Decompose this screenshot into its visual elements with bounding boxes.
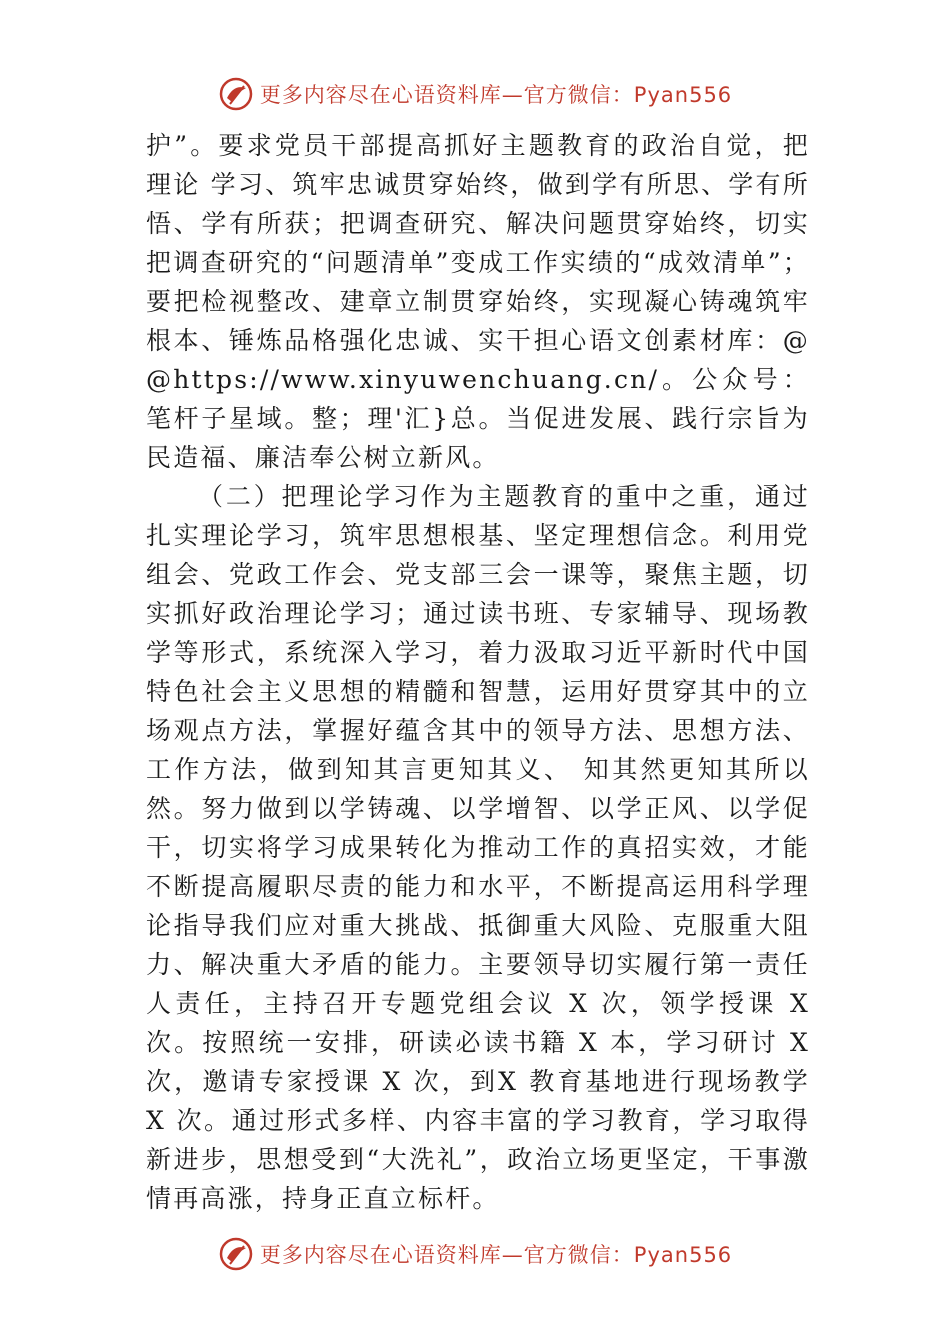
header-banner-text: 更多内容尽在心语资料库—官方微信：Pyan556 xyxy=(259,83,733,107)
paragraph-1: 护”。要求党员干部提高抓好主题教育的政治自觉，把理论 学习、筑牢忠诚贯穿始终，做到学有所思、学有所悟、学有所获；把调查研究、解决问题贯穿始终，切实把调查研究的“问题清单”变成工作实绩的“成效清单”；要把检视整改、建章立制贯穿始终，实现凝心铸魂筑牢根本、锤炼品格强化忠诚、实干担心语文创素材库：@@https://www.xinyuwenchuang.cn/。公众号：笔杆子星域。整；理'汇}总。当促进发展、践行宗旨为民造福、廉洁奉公树立新风。 xyxy=(146,131,810,472)
document-body xyxy=(146,126,810,1218)
footer-banner xyxy=(0,1232,950,1276)
brand-logo-icon xyxy=(218,76,254,112)
header-banner xyxy=(0,72,950,116)
brand-logo-icon xyxy=(218,1236,254,1272)
footer-banner-text: 更多内容尽在心语资料库—官方微信：Pyan556 xyxy=(259,1243,733,1267)
paragraph-2: （二）把理论学习作为主题教育的重中之重，通过扎实理论学习，筑牢思想根基、坚定理想信念。利用党组会、党政工作会、党支部三会一课等，聚焦主题，切实抓好政治理论学习；通过读书班、专家辅导、现场教学等形式，系统深入学习，着力汲取习近平新时代中国特色社会主义思想的精髓和智慧，运用好贯穿其中的立场观点方法，掌握好蕴含其中的领导方法、思想方法、工作方法，做到知其言更知其义、 知其然更知其所以然。努力做到以学铸魂、以学增智、以学正风、以学促干，切实将学习成果转化为推动工作的真招实效，才能不断提高履职尽责的能力和水平，不断提高运用科学理论指导我们应对重大挑战、抵御重大风险、克服重大阻力、解决重大矛盾的能力。主要领导切实履行第一责任人责任，主持召开专题党组会议 X 次，领学授课 X 次。按照统一安排，研读必读书籍 X 本，学习研讨 X 次，邀请专家授课 X 次，到X 教育基地进行现场教学 X 次。通过形式多样、内容丰富的学习教育，学习取得新进步，思想受到“大洗礼”，政治立场更坚定，干事激情再高涨，持身正直立标杆。 xyxy=(146,482,810,1213)
